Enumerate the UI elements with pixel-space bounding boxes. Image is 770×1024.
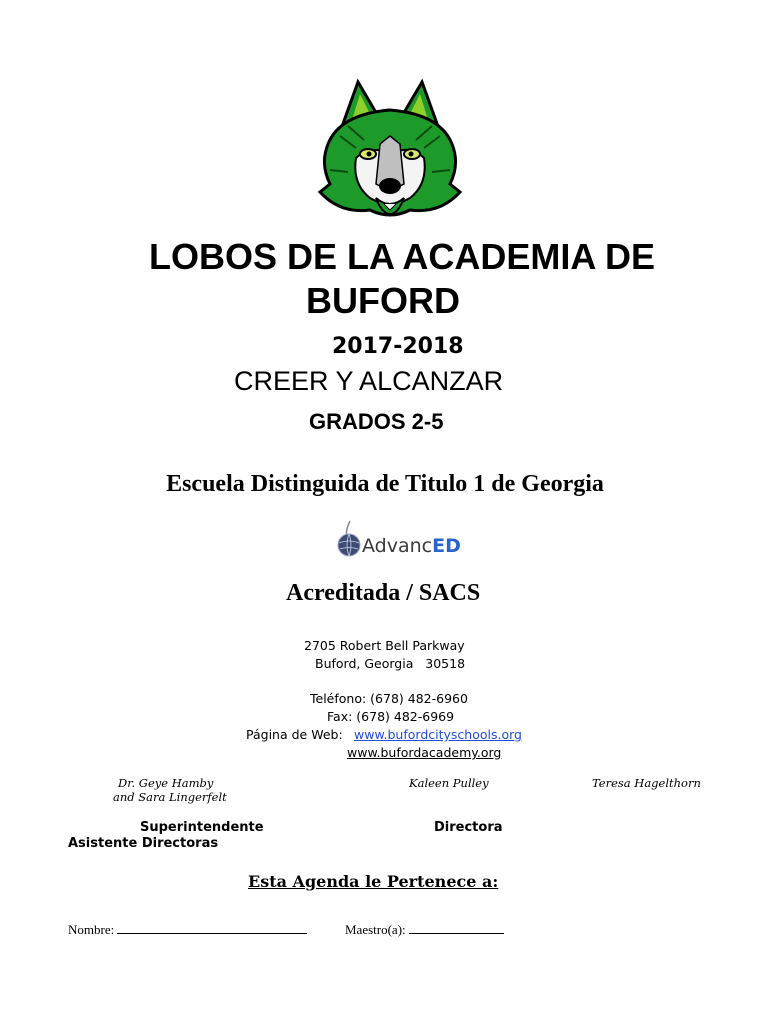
website-link-academy[interactable]: www.bufordacademy.org bbox=[347, 745, 502, 760]
advanced-logo-accent: ED bbox=[432, 535, 461, 557]
phone: Teléfono: (678) 482-6960 bbox=[310, 691, 468, 706]
document-title-line-1: LOBOS DE LA ACADEMIA DE bbox=[148, 236, 655, 277]
wolf-mascot-logo bbox=[300, 74, 480, 222]
advanced-logo-text: Advanc bbox=[362, 535, 433, 557]
web-label: Página de Web: bbox=[246, 727, 343, 742]
director-name: Kaleen Pulley bbox=[409, 776, 489, 790]
superintendent-title: Superintendente bbox=[140, 820, 264, 835]
assistant-director-name: Teresa Hagelthorn bbox=[592, 776, 701, 790]
superintendent-name: Dr. Geye Hamby bbox=[118, 776, 214, 790]
fax: Fax: (678) 482-6969 bbox=[327, 709, 455, 724]
teacher-field[interactable] bbox=[345, 921, 504, 938]
address-street: 2705 Robert Bell Parkway bbox=[304, 638, 465, 653]
director-title: Directora bbox=[434, 820, 503, 835]
ownership-heading: Esta Agenda le Pertenece a: bbox=[248, 872, 499, 891]
name-label: Nombre: bbox=[68, 922, 115, 937]
advanced-logo bbox=[336, 519, 468, 561]
accreditation: Acreditada / SACS bbox=[286, 580, 481, 606]
assistant-director-title: Asistente Directoras bbox=[68, 836, 219, 851]
teacher-blank-line[interactable] bbox=[409, 921, 504, 934]
name-blank-line[interactable] bbox=[117, 921, 307, 934]
address-city: Buford, Georgia 30518 bbox=[315, 656, 466, 671]
school-year: 2017-2018 bbox=[332, 334, 464, 359]
name-field[interactable] bbox=[68, 921, 307, 938]
website-link-city-schools[interactable]: www.bufordcityschools.org bbox=[354, 727, 522, 742]
school-motto: CREER Y ALCANZAR bbox=[234, 366, 504, 396]
document-title-line-2: BUFORD bbox=[306, 280, 460, 321]
distinction-heading: Escuela Distinguida de Titulo 1 de Georgia bbox=[166, 471, 604, 497]
globe-icon bbox=[336, 519, 362, 561]
teacher-label: Maestro(a): bbox=[345, 922, 406, 937]
grade-levels: GRADOS 2-5 bbox=[309, 409, 444, 434]
superintendent-name-2: and Sara Lingerfelt bbox=[113, 790, 227, 804]
